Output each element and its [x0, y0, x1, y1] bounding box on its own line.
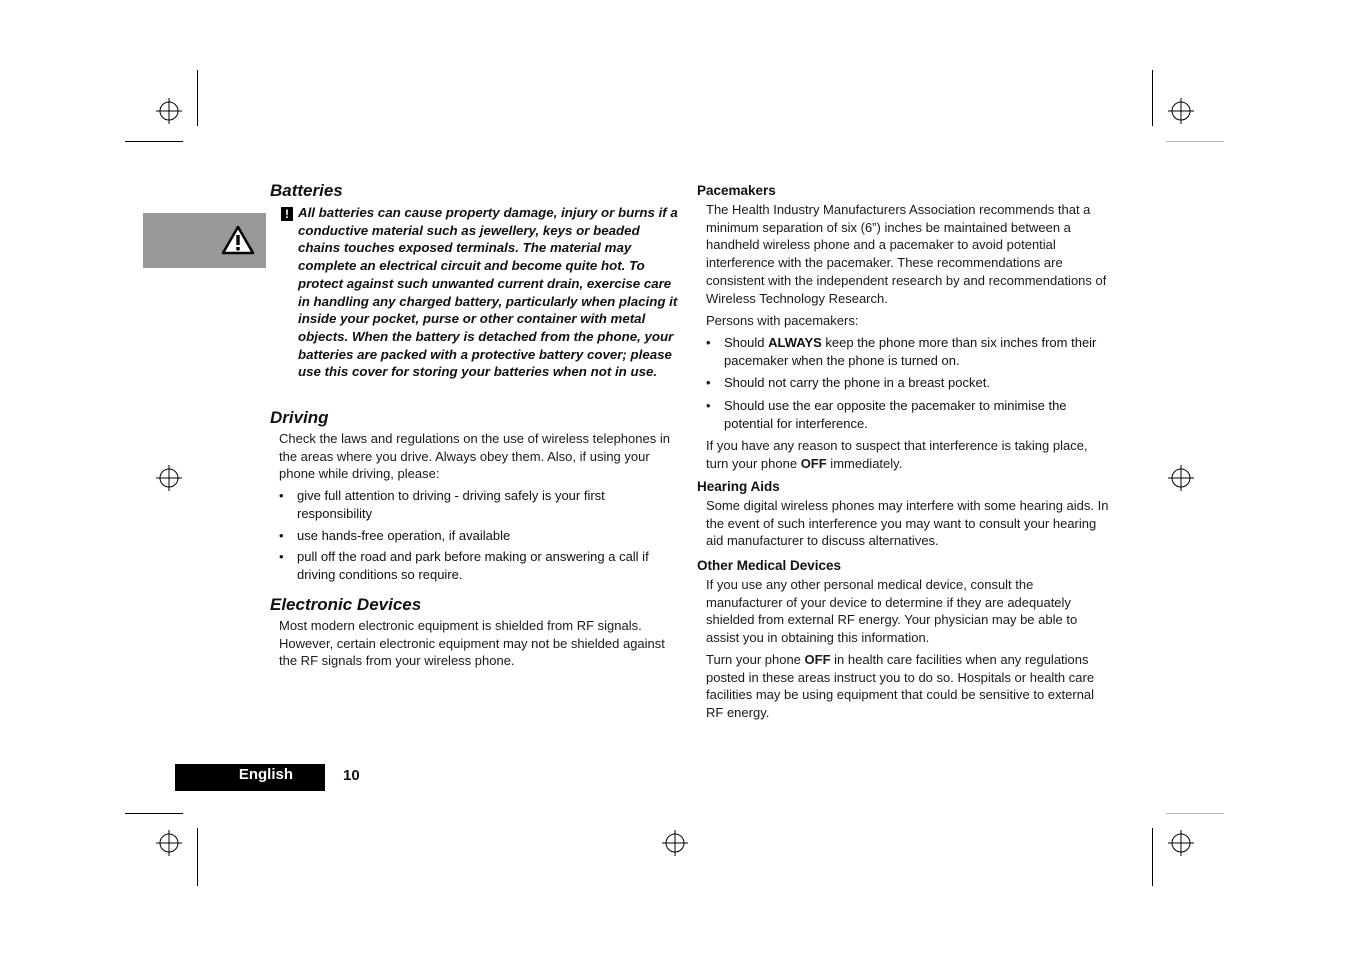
- pacemakers-closing: If you have any reason to suspect that interference is taking place, turn your phone OFF immediately.: [706, 438, 1088, 472]
- list-item: • use hands-free operation, if available: [279, 527, 680, 545]
- pacemakers-text: The Health Industry Manufacturers Association recommends that a minimum separation of six (6”) inches be maintained between a handheld wireless phone and a pacemaker to avoid potential interference with the pacemaker. These recommendations are consistent with the independent research by and recommendations of Wireless Technology Research.: [706, 202, 1107, 306]
- crop-line: [1152, 70, 1153, 126]
- crop-line: [125, 141, 183, 142]
- crop-line: [1152, 828, 1153, 886]
- driving-heading: Driving: [270, 408, 329, 427]
- hearing-aids-text: Some digital wireless phones may interfere with some hearing aids. In the event of such interference you may want to consult your hearing aid manufacturer to discuss alternatives.: [706, 498, 1109, 549]
- other-medical-devices-text: If you use any other personal medical device, consult the manufacturer of your device to determine if they are adequately shielded from external RF energy. Your physician may be able to assist you in obtaining this information.: [706, 577, 1078, 646]
- crop-line: [197, 828, 198, 886]
- registration-mark-icon: [156, 465, 182, 491]
- registration-mark-icon: [1168, 830, 1194, 856]
- crop-line: [1166, 813, 1224, 814]
- hearing-aids-section: [697, 478, 1109, 550]
- crop-line: [197, 70, 198, 126]
- batteries-warning-text: All batteries can cause property damage, injury or burns if a conductive material such as jewellery, keys or beaded chains touches exposed terminals. The material may complete an electrical circuit and become quite hot. To protect against such unwanted current drain, exercise care in handling any charged battery, particularly when placing it inside your pocket, purse or other container with metal objects. When the battery is detached from the phone, your batteries are packed with a protective battery cover; please use this cover for storing your batteries when not in use.: [298, 205, 678, 380]
- list-item: • give full attention to driving - driving safely is your first responsibility: [279, 487, 680, 522]
- warning-banner: [143, 213, 266, 268]
- registration-mark-icon: [662, 830, 688, 856]
- pacemakers-bullets: [706, 334, 1109, 433]
- hearing-aids-heading: Hearing Aids: [697, 479, 780, 494]
- batteries-heading: Batteries: [270, 181, 343, 200]
- list-item: • pull off the road and park before making or answering a call if driving conditions so require.: [279, 548, 680, 583]
- driving-bullets: [279, 487, 680, 584]
- language-tab: English: [175, 764, 325, 791]
- registration-mark-icon: [1168, 98, 1194, 124]
- electronic-devices-heading: Electronic Devices: [270, 595, 422, 614]
- driving-section: [270, 408, 680, 584]
- exclamation-icon: !: [281, 207, 293, 221]
- list-item: • Should use the ear opposite the pacemaker to minimise the potential for interference.: [706, 397, 1109, 432]
- crop-line: [1166, 141, 1224, 142]
- other-medical-devices-p2: Turn your phone OFF in health care facilities when any regulations posted in these areas instruct you to do so. Hospitals or health care facilities may be using equipment that could be sensitive to external RF energy.: [706, 651, 1095, 720]
- crop-line: [125, 813, 183, 814]
- pacemakers-persons: Persons with pacemakers:: [706, 313, 859, 329]
- warning-triangle-icon: [221, 225, 255, 255]
- left-column: [270, 181, 680, 201]
- list-item: • Should not carry the phone in a breast pocket.: [706, 374, 1109, 392]
- other-medical-devices-heading: Other Medical Devices: [697, 558, 842, 573]
- page-number: 10: [343, 767, 360, 784]
- registration-mark-icon: [1168, 465, 1194, 491]
- electronic-devices-text: Most modern electronic equipment is shielded from RF signals. However, certain electronic equipment may not be shielded against the RF signals from your wireless phone.: [279, 618, 665, 669]
- other-medical-devices-section: [697, 557, 1109, 722]
- pacemakers-heading: Pacemakers: [697, 183, 776, 198]
- registration-mark-icon: [156, 830, 182, 856]
- list-item: • Should ALWAYS keep the phone more than six inches from their pacemaker when the phone is turned on.: [706, 334, 1109, 369]
- pacemakers-section: [697, 182, 1109, 473]
- batteries-section: [298, 204, 680, 381]
- electronic-devices-section: [270, 595, 680, 670]
- driving-intro: Check the laws and regulations on the use of wireless telephones in the areas where you drive. Always obey them. Also, if using your phone while driving, please:: [279, 431, 670, 482]
- registration-mark-icon: [156, 98, 182, 124]
